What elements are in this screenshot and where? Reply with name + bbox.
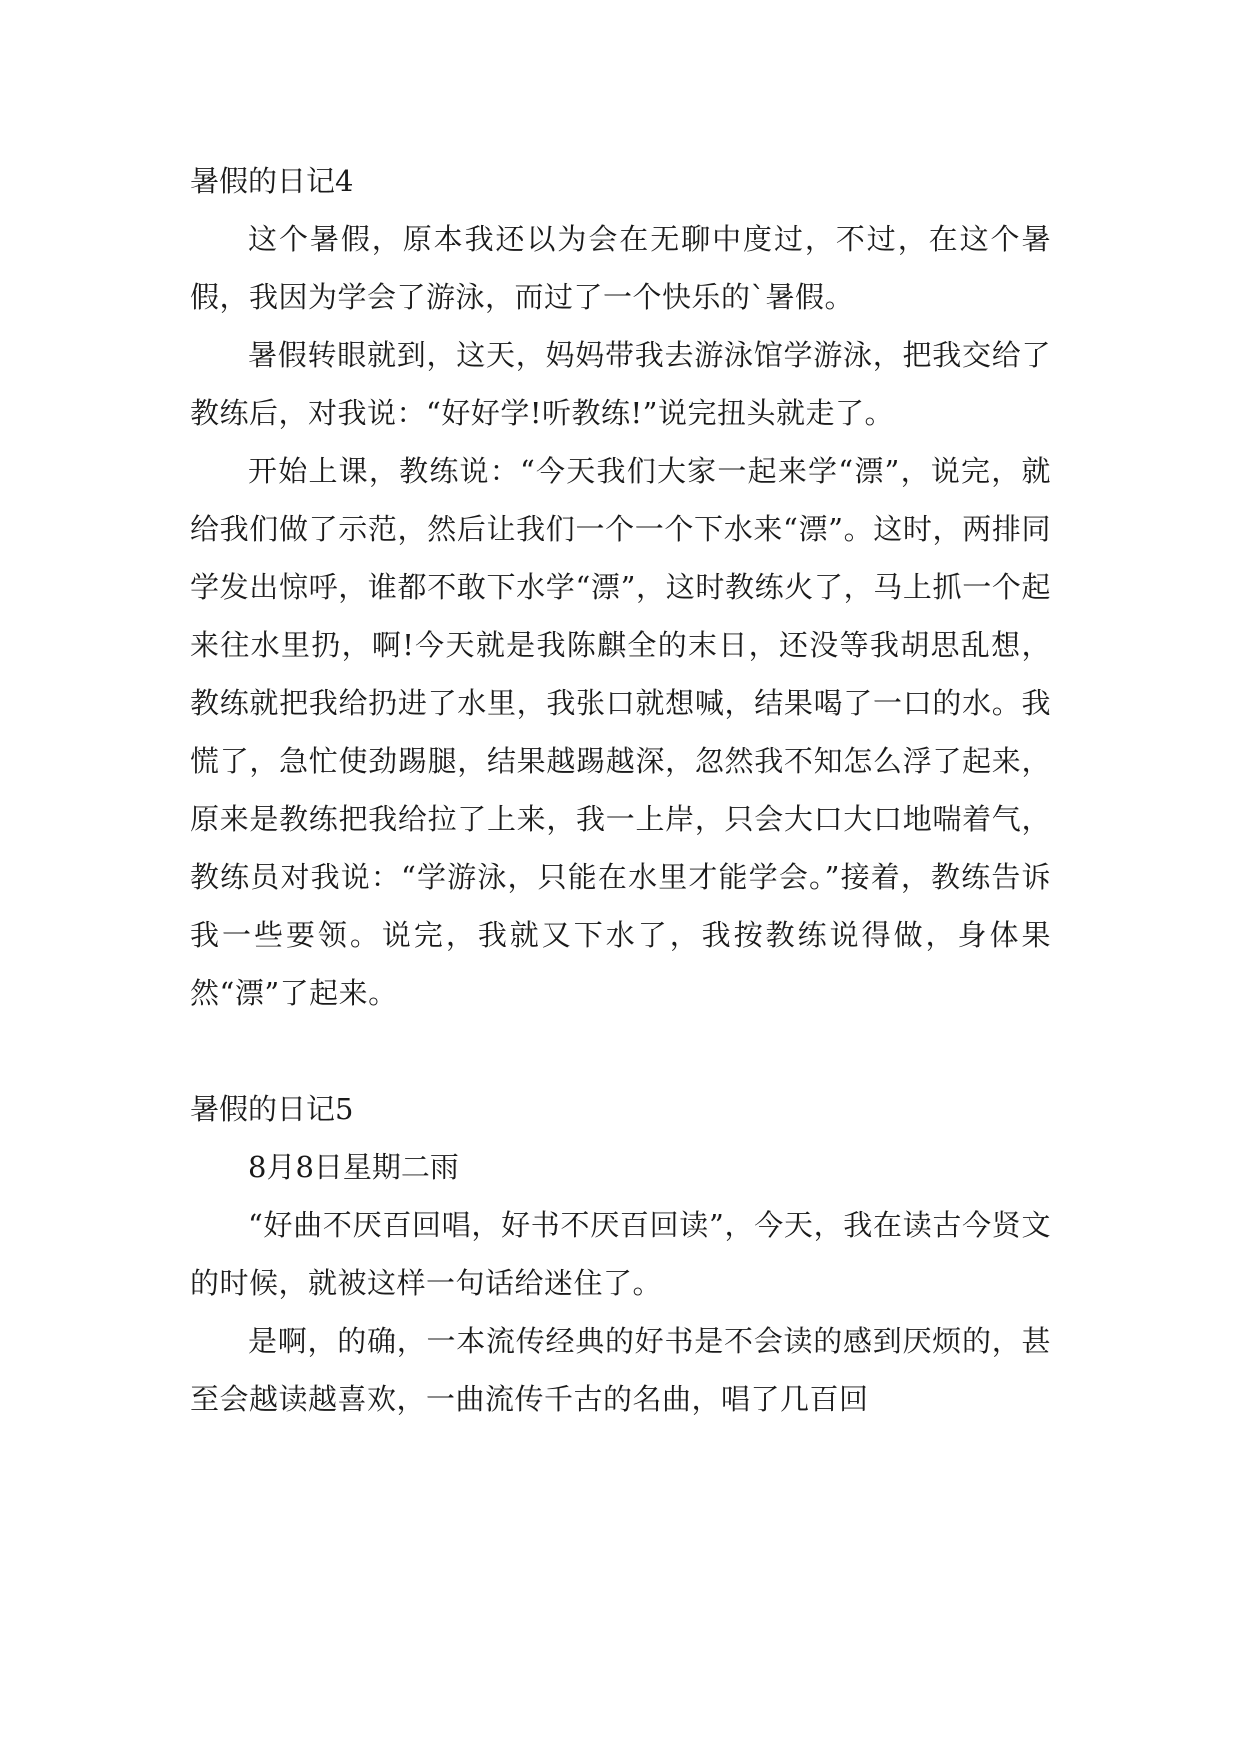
- document-body: [190, 152, 1051, 1428]
- entry-date: 8月8日星期二雨: [248, 1150, 459, 1184]
- entry-spacer: [190, 1022, 1051, 1080]
- paragraph: 暑假转眼就到，这天，妈妈带我去游泳馆学游泳，把我交给了教练后，对我说：“好好学!听教练!”说完扭头就走了。: [190, 338, 1051, 430]
- entry-title: 暑假的日记5: [190, 1092, 354, 1126]
- entry-title: 暑假的日记4: [190, 164, 354, 198]
- diary-entry-5: [190, 1080, 1051, 1428]
- diary-entry-4: [190, 152, 1051, 1022]
- paragraph: 这个暑假，原本我还以为会在无聊中度过，不过，在这个暑假，我因为学会了游泳，而过了一个快乐的`暑假。: [190, 222, 1051, 314]
- paragraph: “好曲不厌百回唱，好书不厌百回读”，今天，我在读古今贤文的时候，就被这样一句话给迷住了。: [190, 1208, 1051, 1300]
- paragraph: 开始上课，教练说：“今天我们大家一起来学“漂”，说完，就给我们做了示范，然后让我们一个一个下水来“漂”。这时，两排同学发出惊呼，谁都不敢下水学“漂”，这时教练火了，马上抓一个起来往水里扔，啊!今天就是我陈麒全的末日，还没等我胡思乱想，教练就把我给扔进了水里，我张口就想喊，结果喝了一口的水。我慌了，急忙使劲踢腿，结果越踢越深，忽然我不知怎么浮了起来，原来是教练把我给拉了上来，我一上岸，只会大口大口地喘着气，教练员对我说：“学游泳，只能在水里才能学会。”接着，教练告诉我一些要领。说完，我就又下水了，我按教练说得做，身体果然“漂”了起来。: [190, 454, 1051, 1010]
- paragraph: 是啊，的确，一本流传经典的好书是不会读的感到厌烦的，甚至会越读越喜欢，一曲流传千古的名曲，唱了几百回: [190, 1324, 1051, 1416]
